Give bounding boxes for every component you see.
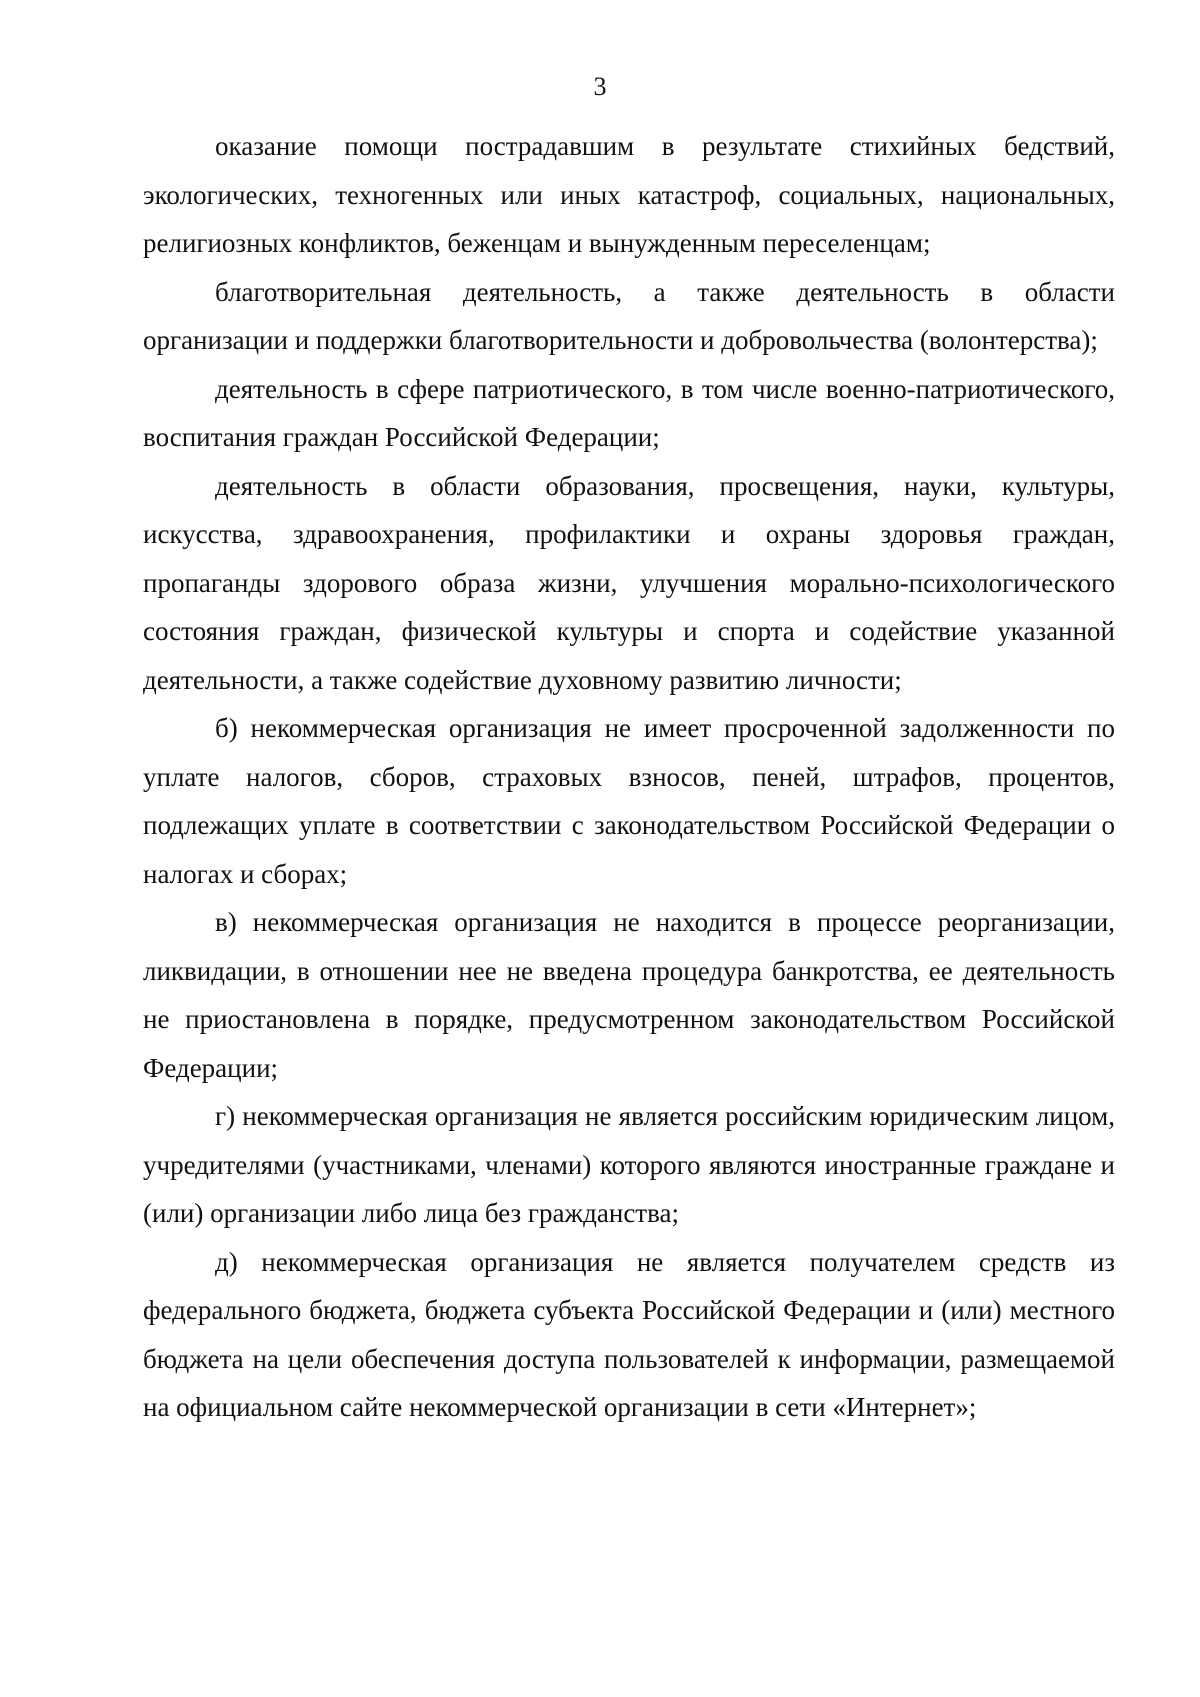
- paragraph-item-g: г) некоммерческая организация не является российским юридическим лицом, учредителями (участниками, членами) которого являются иностранные граждане и (или) организации либо лица без гражданства;: [143, 1101, 1115, 1228]
- paragraph-disaster-relief: оказание помощи пострадавшим в результате стихийных бедствий, экологических, техногенных или иных катастроф, социальных, национальных, религиозных конфликтов, беженцам и вынужденным переселенцам;: [143, 131, 1115, 258]
- paragraph-item-b: б) некоммерческая организация не имеет просроченной задолженности по уплате налогов, сборов, страховых взносов, пеней, штрафов, процентов, подлежащих уплате в соответствии с законодательством Российской Федерации о налогах и сборах;: [143, 713, 1115, 889]
- paragraph-education-culture: деятельность в области образования, просвещения, науки, культуры, искусства, здравоохранения, профилактики и охраны здоровья граждан, пропаганды здорового образа жизни, улучшения морально-психологического состояния граждан, физической культуры и спорта и содействие указанной деятельности, а также содействие духовному развитию личности;: [143, 470, 1115, 695]
- paragraph-item-d: д) некоммерческая организация не является получателем средств из федерального бюджета, бюджета субъекта Российской Федерации и (или) местного бюджета на цели обеспечения доступа пользователей к информации, размещаемой на официальном сайте некоммерческой организации в сети «Интернет»;: [143, 1246, 1115, 1422]
- paragraph-charity: благотворительная деятельность, а также деятельность в области организации и поддержки благотворительности и добровольчества (волонтерства);: [143, 276, 1115, 355]
- paragraph-patriotic: деятельность в сфере патриотического, в том числе военно-патриотического, воспитания граждан Российской Федерации;: [143, 373, 1115, 452]
- document-body: [143, 122, 1115, 1432]
- page-number: 3: [593, 72, 607, 101]
- paragraph-item-v: в) некоммерческая организация не находится в процессе реорганизации, ликвидации, в отношении нее не введена процедура банкротства, ее деятельность не приостановлена в порядке, предусмотренном законодательством Российской Федерации;: [143, 907, 1115, 1083]
